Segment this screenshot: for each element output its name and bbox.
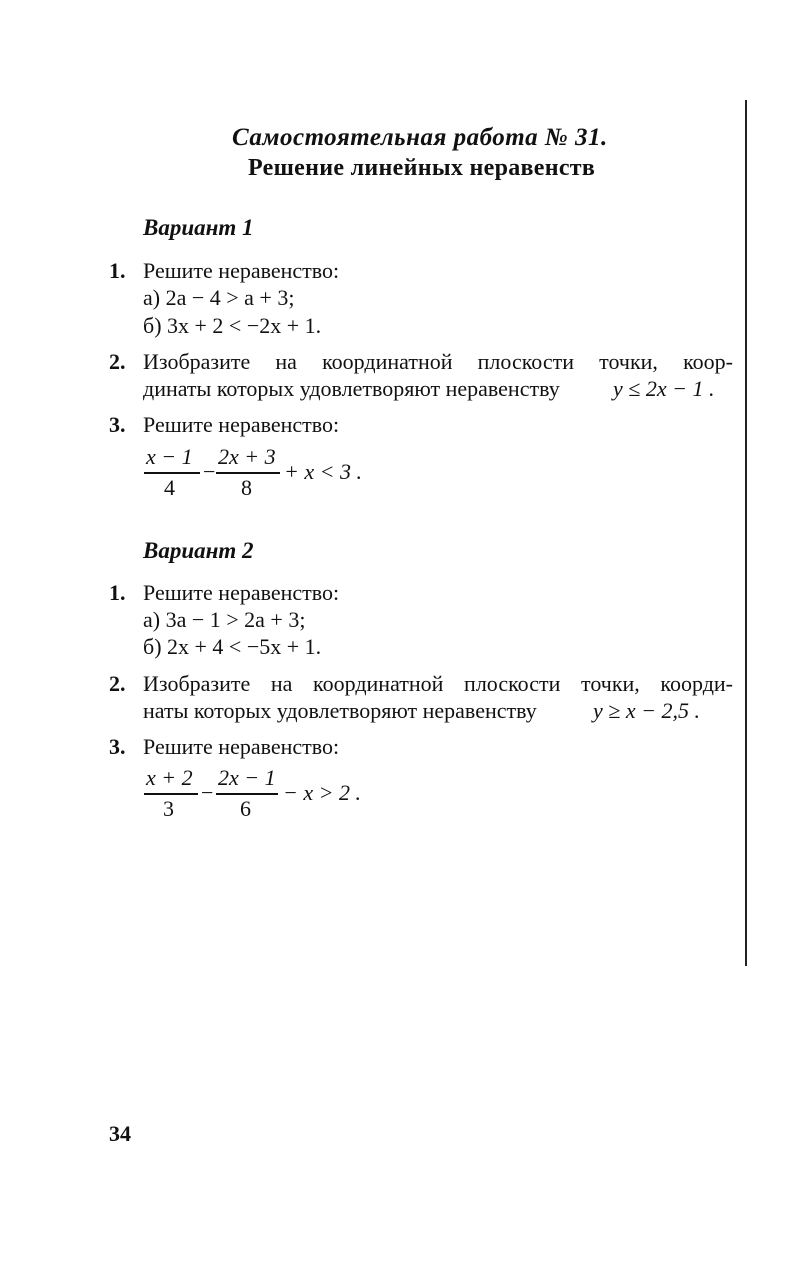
v1-task-3-text: Решите неравенство: [143,412,340,437]
v1-frac-tail: + x < 3 . [284,459,362,484]
v1-frac1-bar [144,472,200,474]
v2-task-3-text: Решите неравенство: [143,734,340,759]
v2-frac1-numerator: x + 2 [146,765,193,790]
v2-task-1-text: Решите неравенство: [143,580,340,605]
v1-frac2-bar [216,472,280,474]
v2-frac2-numerator: 2x − 1 [218,765,276,790]
v1-task-2-line1: Изобразите на координатной плоскости точки, коор- [143,349,733,374]
variant-1-heading: Вариант 1 [143,215,254,240]
margin-rule [745,100,747,966]
v2-frac1-denominator: 3 [163,796,174,821]
v1-frac1-denominator: 4 [164,475,175,500]
v1-task-1-item-a: а) 2a − 4 > a + 3; [143,285,295,310]
v1-task-2-line2 [143,376,560,402]
v2-frac2-bar [216,793,278,795]
page-title: Самостоятельная работа № 31. [232,124,608,151]
v2-task-1-item-b: б) 2x + 4 < −5x + 1. [143,634,322,659]
v1-task-1-text: Решите неравенство: [143,258,340,283]
v2-frac-minus: − [201,780,214,805]
v2-task-2-line2 [143,698,537,724]
v1-task-2-inequality: y ≤ 2x − 1 . [613,376,715,401]
v1-task-2-number: 2. [109,349,126,374]
v2-task-1-item-a: а) 3a − 1 > 2a + 3; [143,607,306,632]
v1-frac-minus: − [203,459,216,484]
page-subtitle: Решение линейных неравенств [248,155,596,181]
v2-task-3-number: 3. [109,734,126,759]
v1-task-1-item-b: б) 3x + 2 < −2x + 1. [143,313,322,338]
v1-frac2-numerator: 2x + 3 [218,444,276,469]
v1-task-3-number: 3. [109,412,126,437]
page-number: 34 [109,1121,131,1146]
v2-task-2-inequality: y ≥ x − 2,5 . [593,698,700,723]
v2-task-1-number: 1. [109,580,126,605]
v1-task-2-line2-text: динаты которых удовлетворяют неравенству [143,376,560,401]
v1-frac1-numerator: x − 1 [146,444,193,469]
v1-task-1-number: 1. [109,258,126,283]
v2-task-2-line1: Изобразите на координатной плоскости точки, коорди- [143,671,733,696]
variant-2-heading: Вариант 2 [143,538,254,563]
v2-task-2-line2-text: наты которых удовлетворяют неравенству [143,698,537,723]
v2-frac1-bar [144,793,198,795]
v2-frac-tail: − x > 2 . [283,780,361,805]
v2-task-2-number: 2. [109,671,126,696]
v2-frac2-denominator: 6 [240,796,251,821]
v1-frac2-denominator: 8 [241,475,252,500]
